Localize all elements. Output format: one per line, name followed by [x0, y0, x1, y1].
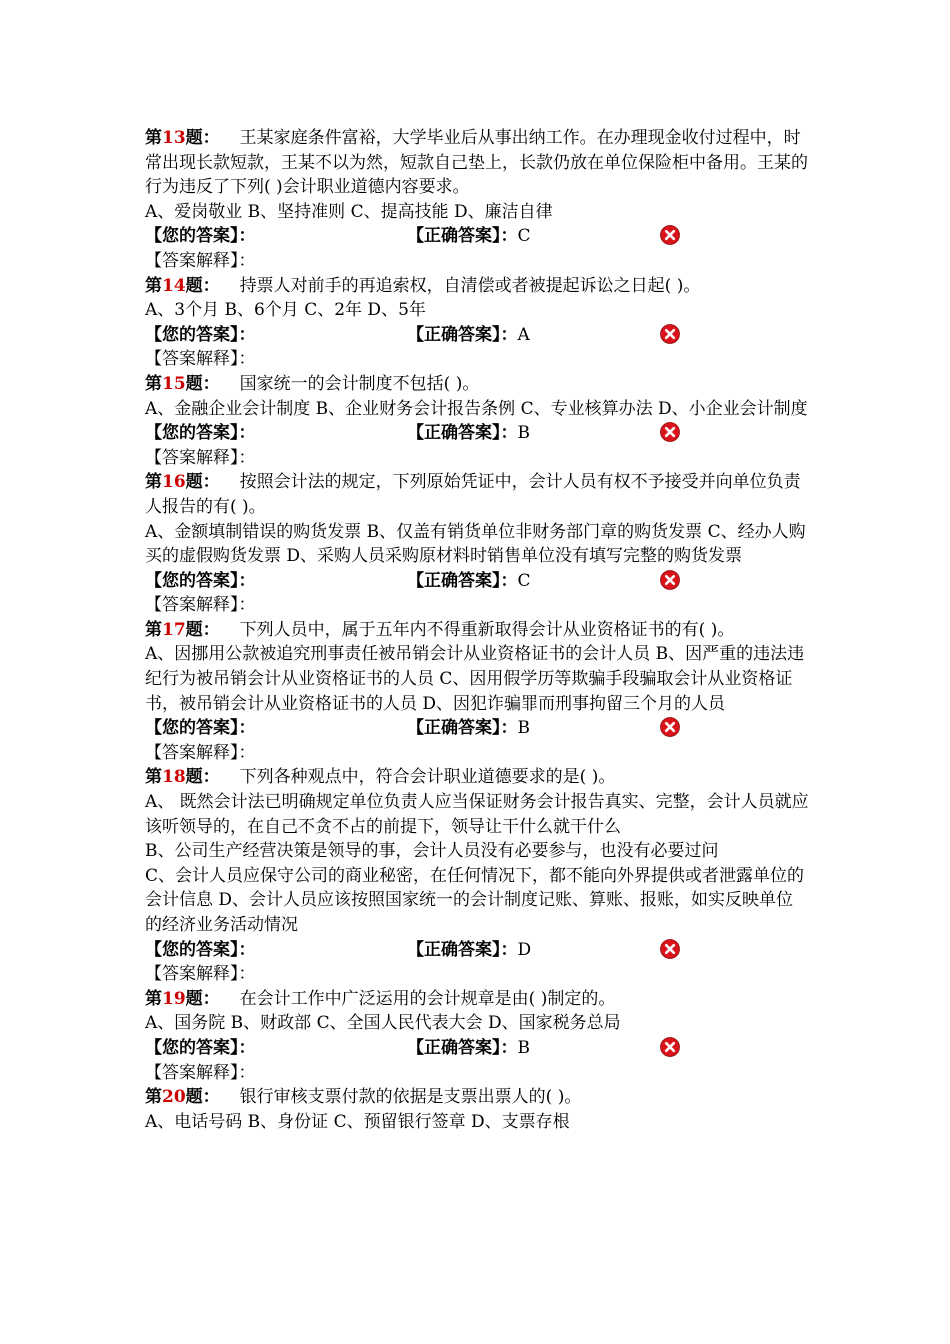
wrong-answer-icon: [660, 225, 680, 245]
correct-answer: [407, 569, 531, 594]
question-15: [145, 372, 810, 470]
question-suffix: 题：: [185, 275, 220, 296]
question-text: 下列人员中，属于五年内不得重新取得会计从业资格证书的有( )。: [239, 619, 735, 640]
your-answer-label: 【您的答案】：: [145, 570, 256, 591]
correct-answer-label: 【正确答案】：: [407, 570, 518, 591]
wrong-answer-icon: [660, 939, 680, 959]
question-number: 15: [162, 373, 186, 394]
correct-answer: [407, 224, 531, 249]
correct-answer-label: 【正确答案】：: [407, 939, 518, 960]
question-number: 13: [162, 128, 186, 148]
question-text: 下列各种观点中，符合会计职业道德要求的是( )。: [239, 767, 616, 788]
answer-row: [145, 323, 810, 348]
answer-row: [145, 716, 810, 741]
correct-answer-value: C: [517, 226, 531, 247]
explanation-label: 【答案解释】：: [145, 595, 256, 616]
answer-row: [145, 224, 810, 249]
question-prefix: 第: [145, 619, 162, 640]
correct-answer-value: C: [517, 570, 531, 591]
correct-answer: [407, 421, 530, 446]
question-option-a: A、 既然会计法已明确规定单位负责人应当保证财务会计报告真实、完整，会计人员就应该听领导的，在自己不贪不占的前提下，领导让干什么就干什么: [145, 792, 809, 837]
your-answer-label: 【您的答案】：: [145, 1037, 256, 1058]
explanation-label: 【答案解释】：: [145, 447, 256, 468]
correct-answer: [407, 1036, 530, 1061]
question-suffix: 题：: [185, 373, 220, 394]
correct-answer: [407, 323, 530, 348]
question-prefix: 第: [145, 767, 162, 788]
question-text: 国家统一的会计制度不包括( )。: [239, 373, 480, 394]
wrong-answer-icon: [660, 422, 680, 442]
answer-row: [145, 421, 810, 446]
wrong-answer-icon: [660, 1037, 680, 1057]
question-suffix: 题：: [185, 767, 220, 788]
wrong-answer-icon: [660, 324, 680, 344]
question-suffix: 题：: [185, 619, 220, 640]
question-options: A、金额填制错误的购货发票 B、仅盖有销货单位非财务部门章的购货发票 C、经办人购买的虚假购货发票 D、采购人员采购原材料时销售单位没有填写完整的购货发票: [145, 521, 806, 567]
question-options: A、国务院 B、财政部 C、全国人民代表大会 D、国家税务总局: [145, 1013, 621, 1034]
question-prefix: 第: [145, 988, 162, 1009]
question-suffix: 题：: [185, 128, 220, 148]
question-text: 在会计工作中广泛运用的会计规章是由( )制定的。: [239, 988, 616, 1009]
question-prefix: 第: [145, 472, 162, 493]
question-prefix: 第: [145, 275, 162, 296]
question-options: A、电话号码 B、身份证 C、预留银行签章 D、支票存根: [145, 1111, 570, 1132]
answer-row: [145, 938, 810, 963]
question-suffix: 题：: [185, 472, 220, 493]
question-text: 王某家庭条件富裕，大学毕业后从事出纳工作。在办理现金收付过程中，时常出现长款短款，王某不以为然，短款自己垫上，长款仍放在单位保险柜中备用。王某的行为违反了下列( )会计职业道德内容要求。: [145, 128, 808, 198]
question-suffix: 题：: [185, 988, 220, 1009]
question-13: [145, 126, 810, 274]
question-number: 19: [162, 988, 186, 1009]
question-number: 18: [162, 767, 186, 788]
correct-answer-value: B: [517, 718, 530, 739]
question-19: [145, 987, 810, 1085]
question-18: [145, 765, 810, 986]
wrong-answer-icon: [660, 570, 680, 590]
question-text: 持票人对前手的再追索权，自清偿或者被提起诉讼之日起( )。: [239, 275, 701, 296]
answer-row: [145, 569, 810, 594]
explanation-label: 【答案解释】：: [145, 250, 256, 271]
correct-answer-value: A: [517, 324, 530, 345]
your-answer-label: 【您的答案】：: [145, 226, 256, 247]
question-text: 银行审核支票付款的依据是支票出票人的( )。: [239, 1087, 582, 1108]
question-number: 20: [162, 1087, 186, 1108]
correct-answer-label: 【正确答案】：: [407, 718, 518, 739]
explanation-label: 【答案解释】：: [145, 1062, 256, 1083]
correct-answer-label: 【正确答案】：: [407, 1037, 518, 1058]
question-prefix: 第: [145, 1087, 162, 1108]
correct-answer-value: D: [517, 939, 532, 960]
question-suffix: 题：: [185, 1087, 220, 1108]
your-answer-label: 【您的答案】：: [145, 718, 256, 739]
question-option-b: B、公司生产经营决策是领导的事，会计人员没有必要参与，也没有必要过问: [145, 841, 719, 862]
your-answer-label: 【您的答案】：: [145, 939, 256, 960]
your-answer-label: 【您的答案】：: [145, 324, 256, 345]
question-options: A、金融企业会计制度 B、企业财务会计报告条例 C、专业核算办法 D、小企业会计制度: [145, 398, 808, 419]
correct-answer-value: B: [517, 1037, 530, 1058]
your-answer-label: 【您的答案】：: [145, 423, 256, 444]
explanation-label: 【答案解释】：: [145, 742, 256, 763]
question-options: A、因挪用公款被追究刑事责任被吊销会计从业资格证书的会计人员 B、因严重的违法违纪行为被吊销会计从业资格证书的人员 C、因用假学历等欺骗手段骗取会计从业资格证书，被吊销会计从业资格证书的人员 D、因犯诈骗罪而刑事拘留三个月的人员: [145, 644, 805, 714]
correct-answer-label: 【正确答案】：: [407, 423, 518, 444]
correct-answer-label: 【正确答案】：: [407, 324, 518, 345]
answer-row: [145, 1036, 810, 1061]
correct-answer-label: 【正确答案】：: [407, 226, 518, 247]
explanation-label: 【答案解释】：: [145, 349, 256, 370]
question-prefix: 第: [145, 128, 162, 148]
question-number: 14: [162, 275, 186, 296]
question-20: [145, 1085, 810, 1134]
question-16: [145, 470, 810, 618]
question-option-c-d: C、会计人员应保守公司的商业秘密，在任何情况下，都不能向外界提供或者泄露单位的会计信息 D、会计人员应该按照国家统一的会计制度记账、算账、报账，如实反映单位的经济业务活动情况: [145, 865, 805, 935]
question-options: A、3个月 B、6个月 C、2年 D、5年: [145, 300, 426, 321]
correct-answer: [407, 938, 531, 963]
question-text: 按照会计法的规定，下列原始凭证中，会计人员有权不予接受并向单位负责人报告的有( )。: [145, 472, 801, 517]
question-17: [145, 618, 810, 766]
quiz-review-page: [145, 126, 810, 1134]
question-14: [145, 274, 810, 372]
question-options: A、爱岗敬业 B、坚持准则 C、提高技能 D、廉洁自律: [145, 201, 553, 222]
wrong-answer-icon: [660, 717, 680, 737]
correct-answer: [407, 716, 530, 741]
explanation-label: 【答案解释】：: [145, 964, 256, 985]
question-number: 17: [162, 619, 186, 640]
question-number: 16: [162, 472, 186, 493]
correct-answer-value: B: [517, 423, 530, 444]
question-prefix: 第: [145, 373, 162, 394]
